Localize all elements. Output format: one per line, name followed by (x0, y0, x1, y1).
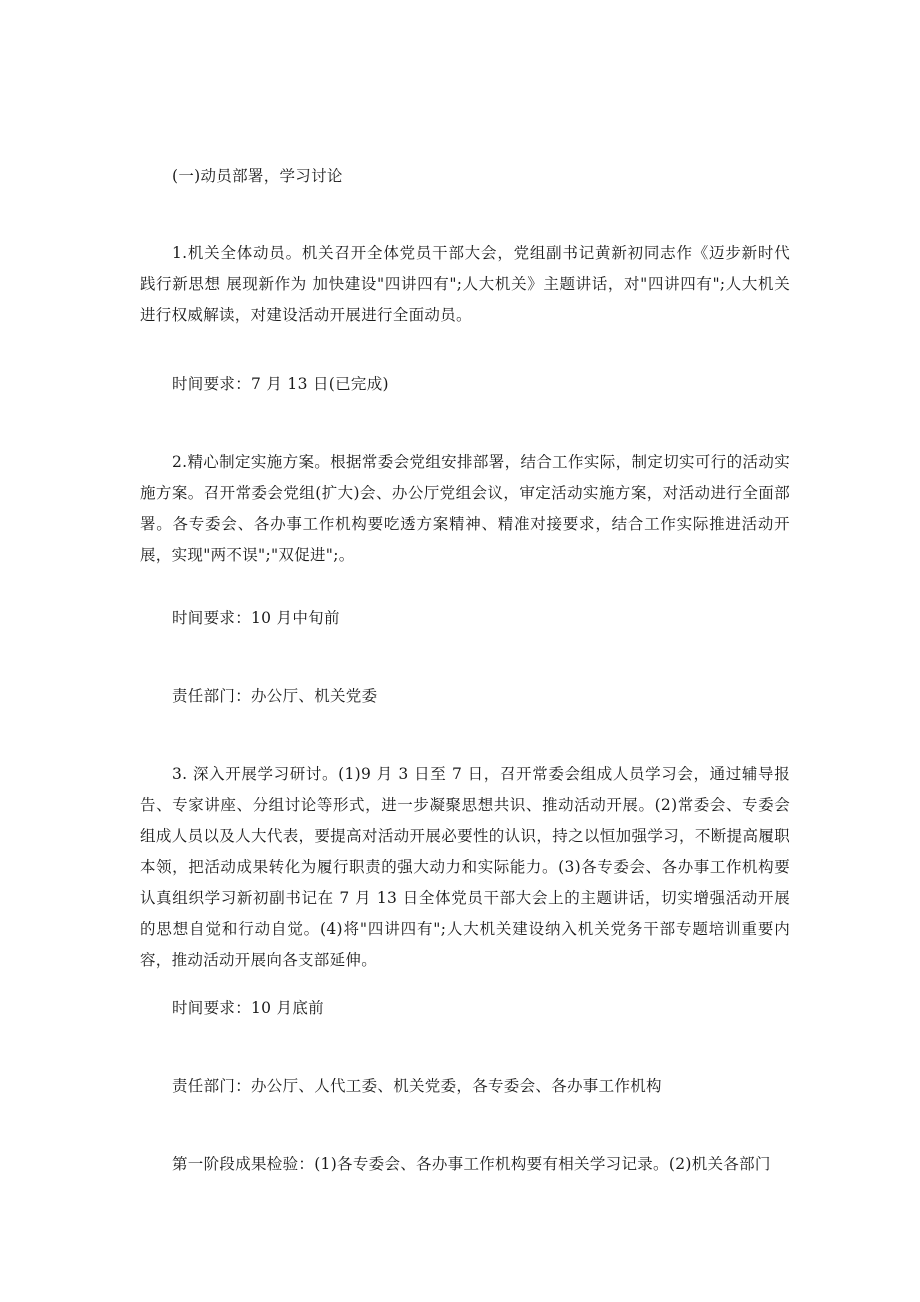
item2-paragraph: 2.精心制定实施方案。根据常委会党组安排部署，结合工作实际，制定切实可行的活动实施方案。召开常委会党组(扩大)会、办公厅党组会议，审定活动实施方案，对活动进行全面部署。各专委会、各办事工作机构要吃透方案精神、精准对接要求，结合工作实际推进活动开展，实现"两不误";"双促进";。 (140, 453, 790, 564)
item3-paragraph: 3. 深入开展学习研讨。(1)9 月 3 日至 7 日，召开常委会组成人员学习会，通过辅导报告、专家讲座、分组讨论等形式，进一步凝聚思想共识、推动活动开展。(2)常委会、专委会组成人员以及人大代表，要提高对活动开展必要性的认识，持之以恒加强学习，不断提高履职本领，把活动成果转化为履行职责的强大动力和实际能力。(3)各专委会、各办事工作机构要认真组织学习新初副书记在 7 月 13 日全体党员干部大会上的主题讲话，切实增强活动开展的思想自觉和行动自觉。(4)将"四讲四有";人大机关建设纳入机关党务干部专题培训重要内容，推动活动开展向各支部延伸。 (140, 765, 790, 969)
item2-responsible-department: 责任部门：办公厅、机关党委 (172, 687, 378, 705)
item3-time-requirement: 时间要求：10 月底前 (172, 999, 324, 1017)
item2-time-requirement: 时间要求：10 月中旬前 (172, 609, 340, 627)
section-heading: (一)动员部署，学习讨论 (172, 167, 343, 185)
item3-responsible-department: 责任部门：办公厅、人代工委、机关党委，各专委会、各办事工作机构 (172, 1077, 662, 1095)
item1-paragraph: 1.机关全体动员。机关召开全体党员干部大会，党组副书记黄新初同志作《迈步新时代 践行新思想 展现新作为 加快建设"四讲四有";人大机关》主题讲话，对"四讲四有";人大机关进行权威解读，对建设活动开展进行全面动员。 (140, 244, 790, 324)
item1-time-requirement: 时间要求：7 月 13 日(已完成) (172, 375, 389, 393)
stage-one-check: 第一阶段成果检验：(1)各专委会、各办事工作机构要有相关学习记录。(2)机关各部门 (172, 1155, 771, 1173)
